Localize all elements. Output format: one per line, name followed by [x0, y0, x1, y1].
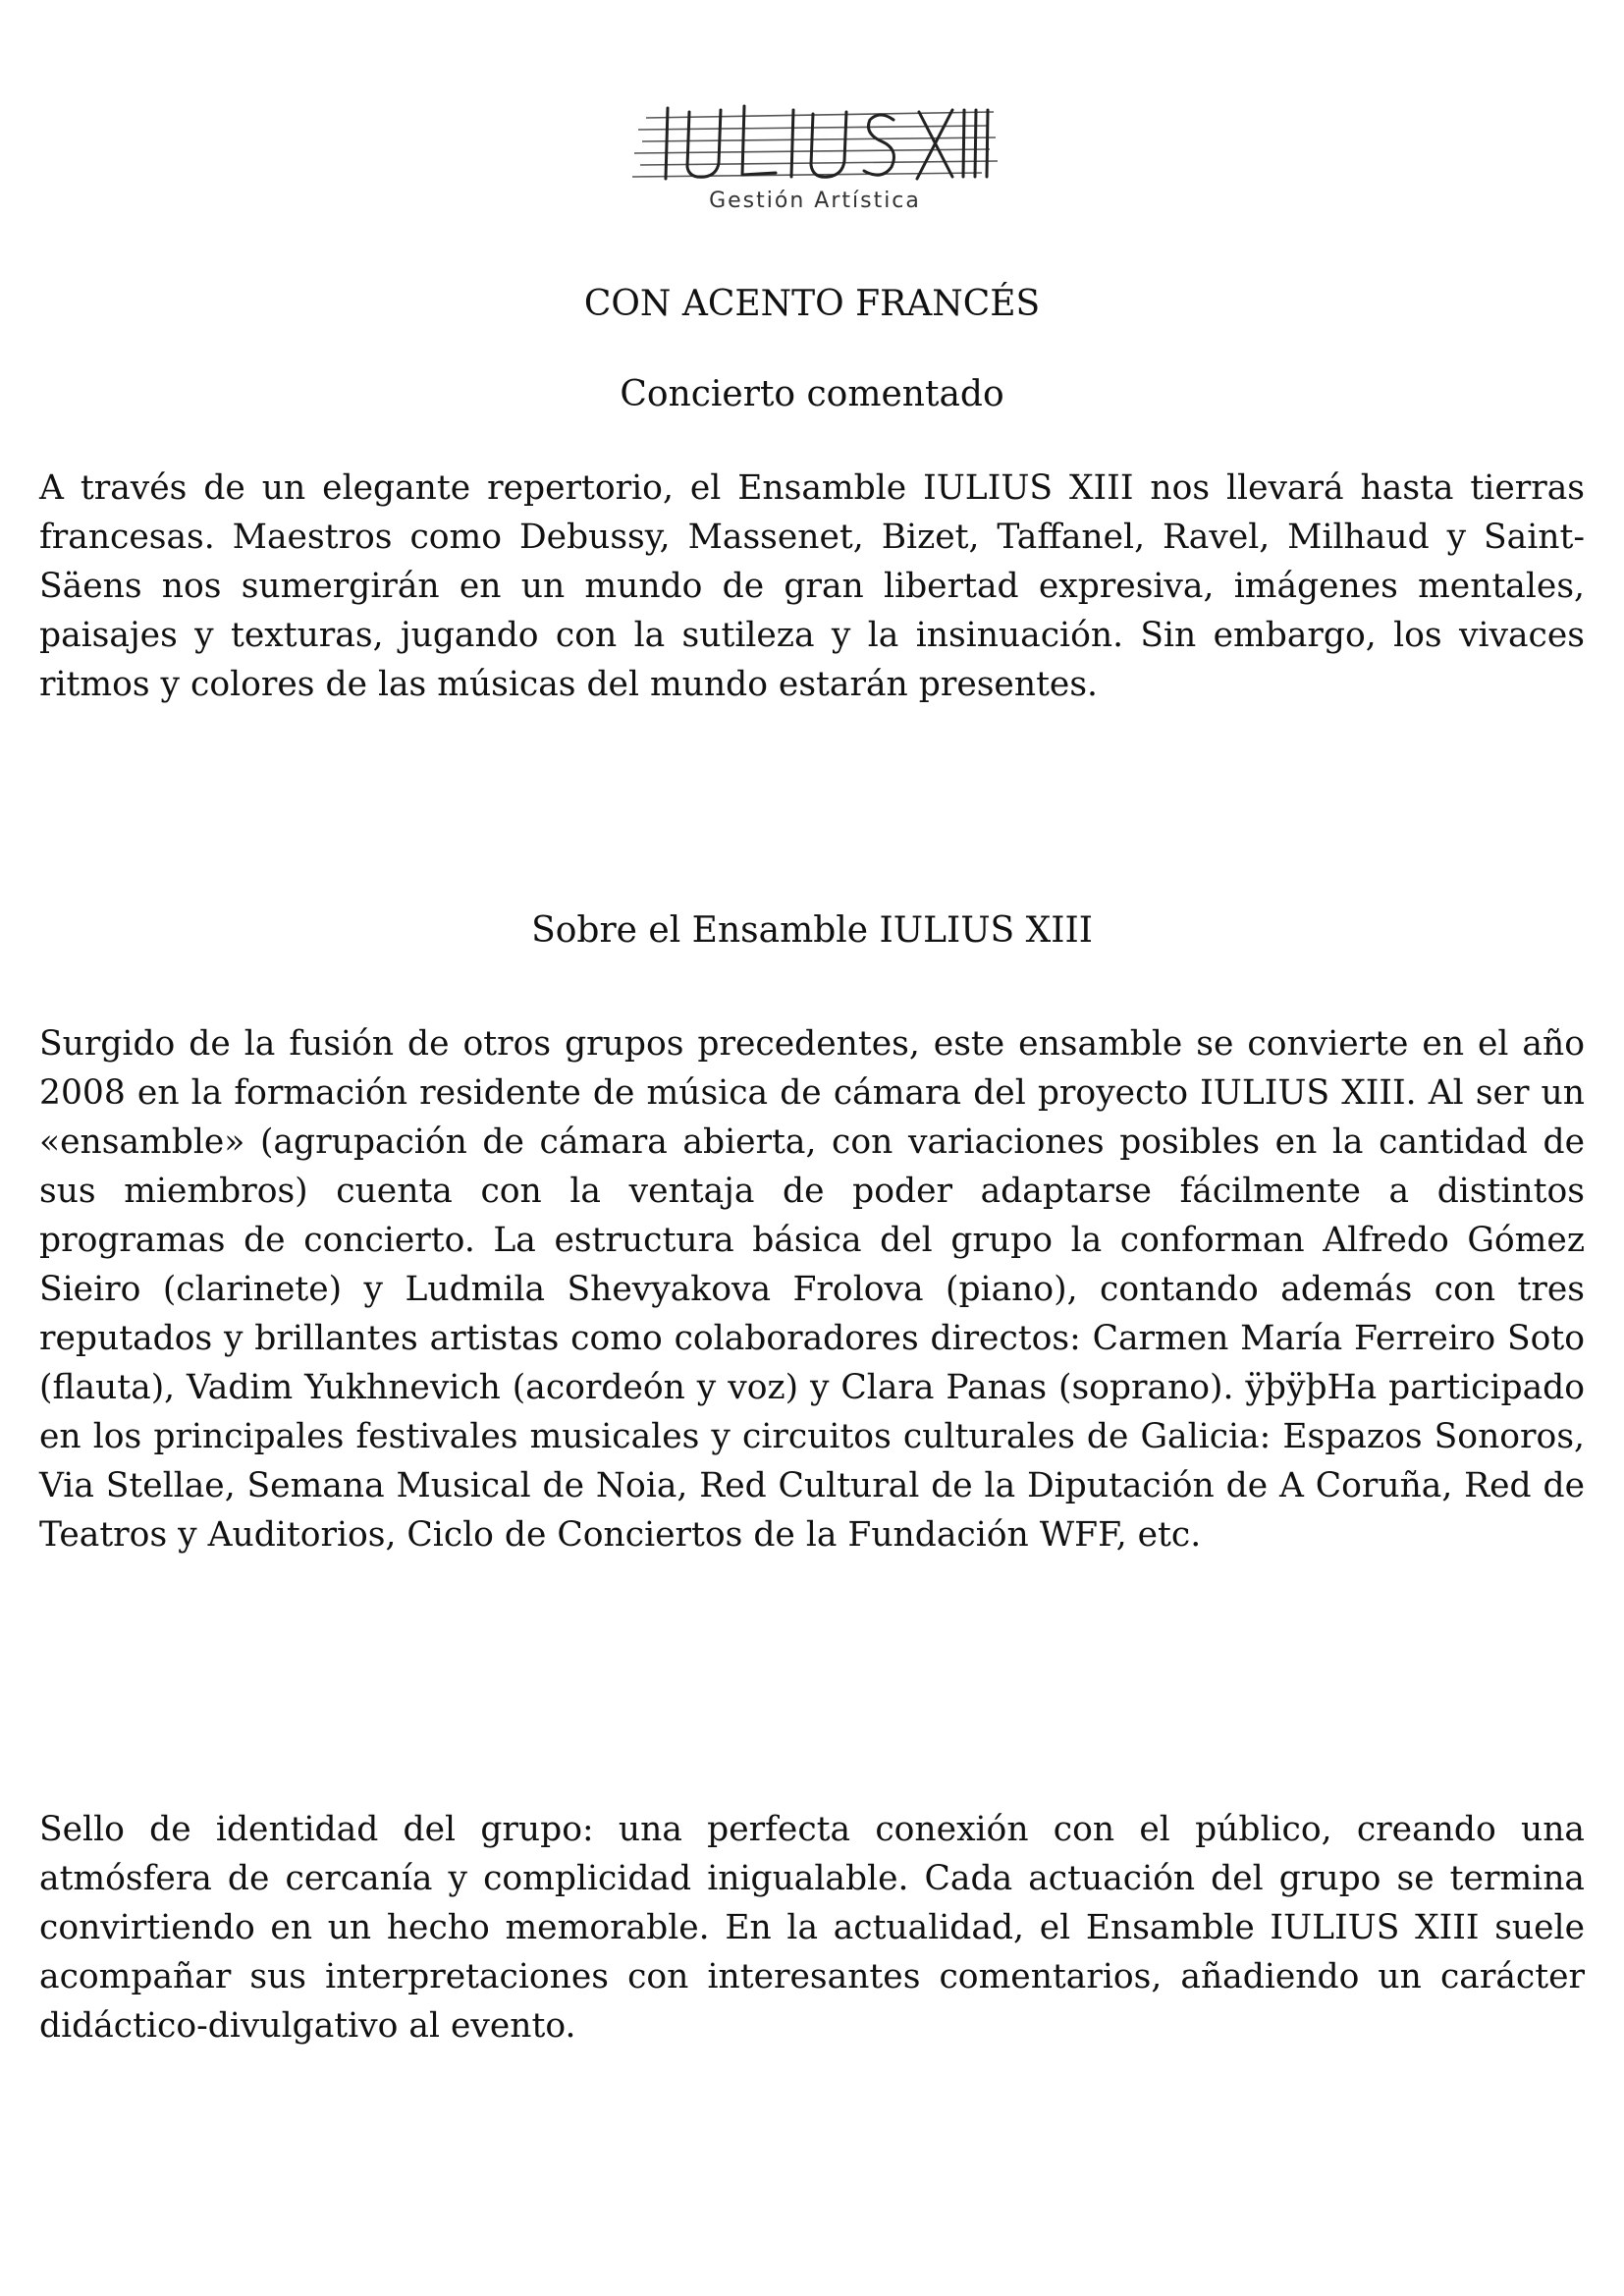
logo [628, 90, 1001, 228]
identity-paragraph: Sello de identidad del grupo: una perfecta conexión con el público, creando una atmósfera de cercanía y complicidad inigualable. Cada actuación del grupo se termina convirtiendo en un hecho memorable. En la actualidad, el Ensamble IULIUS XIII suele acompañar sus interpretaciones con interesantes comentarios, añadiendo un carácter didáctico-divulgativo al evento. [39, 1810, 1585, 2046]
page-subtitle: Concierto comentado [620, 374, 1004, 414]
iulius-logo-icon [628, 90, 1001, 189]
about-paragraph: Surgido de la fusión de otros grupos precedentes, este ensamble se convierte en el año 2008 en la formación residente de música de cámara del proyecto IULIUS XIII. Al ser un «ensamble» (agrupación de cámara abierta, con variaciones posibles en la cantidad de sus miembros) cuenta con la ventaja de poder adaptarse fácilmente a distintos programas de concierto. La estructura básica del grupo la conforman Alfredo Gómez Sieiro (clarinete) y Ludmila Shevyakova Frolova (piano), contando además con tres reputados y brillantes artistas como colaboradores directos: Carmen María Ferreiro Soto (flauta), Vadim Yukhnevich (acordeón y voz) y Clara Panas (soprano). ÿþÿþHa participado en los principales festivales musicales y circuitos culturales de Galicia: Espazos Sonoros, Via Stellae, Semana Musical de Noia, Red Cultural de la Diputación de A Coruña, Red de Teatros y Auditorios, Ciclo de Conciertos de la Fundación WFF, etc. [39, 1024, 1585, 1555]
intro-paragraph: A través de un elegante repertorio, el Ensamble IULIUS XIII nos llevará hasta tierras francesas. Maestros como Debussy, Massenet, Bizet, Taffanel, Ravel, Milhaud y Saint-Säens nos sumergirán en un mundo de gran libertad expresiva, imágenes mentales, paisajes y texturas, jugando con la sutileza y la insinuación. Sin embargo, los vivaces ritmos y colores de las músicas del mundo estarán presentes. [39, 468, 1585, 704]
section-heading: Sobre el Ensamble IULIUS XIII [531, 910, 1093, 951]
page-title: CON ACENTO FRANCÉS [583, 284, 1041, 324]
logo-subtitle: Gestión Artística [709, 189, 921, 213]
